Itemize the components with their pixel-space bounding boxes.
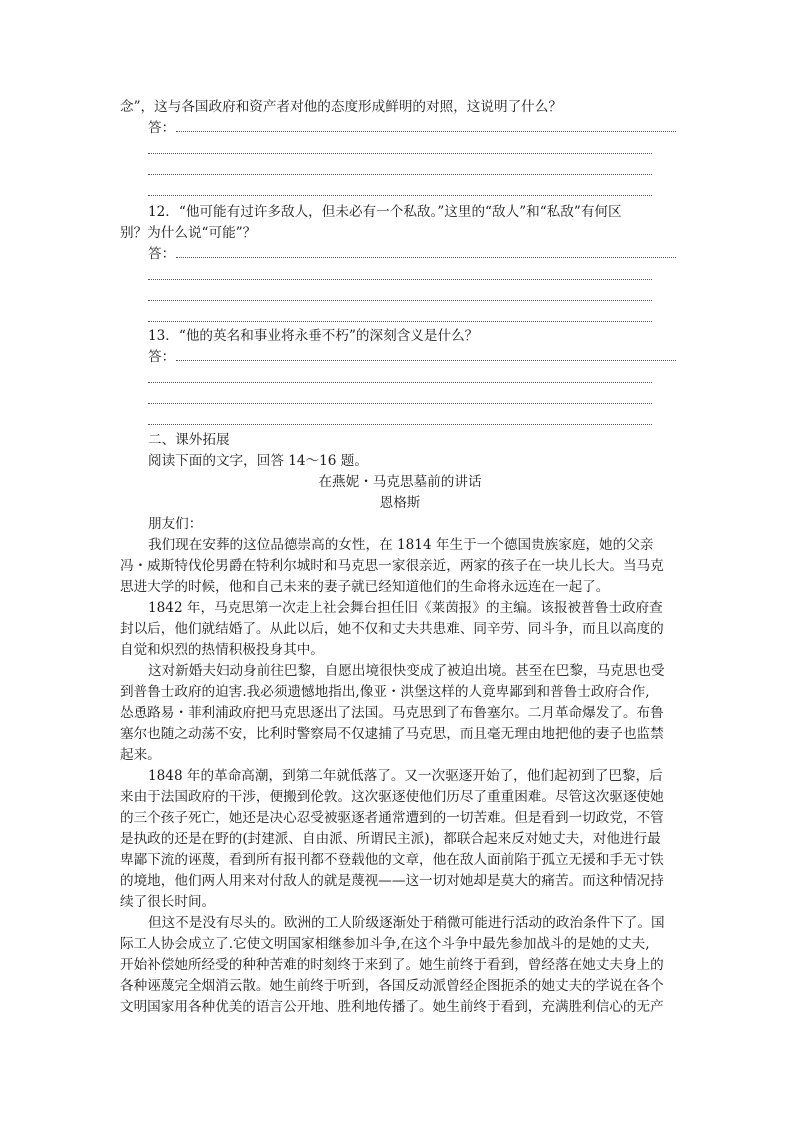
q13-answer-line xyxy=(148,347,680,368)
q11-question-text: 念”，这与各国政府和资产者对他的态度形成鲜明的对照，这说明了什么？ xyxy=(120,99,562,115)
answer-blank xyxy=(148,153,652,154)
salutation: 朋友们： xyxy=(148,516,203,532)
paragraph-line: 的境地，他们两人用来对付敌人的就是蔑视——这一切对她却是莫大的痛苦。而这种情况持 xyxy=(120,873,664,889)
q11-answer-line xyxy=(148,118,680,139)
paragraph-line: 是执政的还是在野的(封建派、自由派、所谓民主派)，都联合起来反对她丈夫，对他进行最 xyxy=(120,831,661,847)
paragraph-line: 起来。 xyxy=(120,747,161,763)
paragraph-line: 冯・威斯特伐伦男爵在特利尔城时和马克思一家很亲近，两家的孩子在一块儿长大。当马克 xyxy=(120,558,664,574)
paragraph-line: 卑鄙下流的诬蔑，看到所有报刊都不登载他的文章，他在敌人面前陷于孤立无援和手无寸铁 xyxy=(120,852,664,868)
answer-label: 答： xyxy=(148,120,176,136)
article-author: 恩格斯 xyxy=(379,495,421,511)
paragraph-line: 各种诬蔑完全烟消云散。她生前终于听到，各国反动派曾经企图扼杀的她丈夫的学说在各个 xyxy=(120,978,664,994)
answer-blank xyxy=(148,174,652,175)
answer-blank xyxy=(148,279,652,280)
section-heading: 二、课外拓展 xyxy=(148,432,230,448)
paragraph-line: 封以后，他们就结婚了。从此以后，她不仅和丈夫共患难、同辛劳、同斗争，而且以高度的 xyxy=(120,621,664,637)
paragraph-line: 文明国家用各种优美的语言公开地、胜利地传播了。她生前终于看到，充满胜利信心的无产 xyxy=(120,999,664,1015)
article-title: 在燕妮・马克思墓前的讲话 xyxy=(318,474,482,490)
paragraph-line: 1848 年的革命高潮，到第二年就低落了。又一次驱逐开始了，他们起初到了巴黎，后 xyxy=(148,768,663,784)
answer-blank xyxy=(176,131,676,132)
answer-label: 答： xyxy=(148,349,176,365)
q12-question-text-cont: 别？为什么说“可能”？ xyxy=(120,225,257,241)
paragraph-line: 来由于法国政府的干涉，便搬到伦敦。这次驱逐使他们历尽了重重困难。尽管这次驱逐使她 xyxy=(120,789,664,805)
q12-answer-line xyxy=(148,244,680,265)
paragraph-line: 这对新婚夫妇动身前往巴黎，自愿出境很快变成了被迫出境。甚至在巴黎，马克思也受 xyxy=(148,663,665,679)
answer-blank xyxy=(148,382,652,383)
answer-blank xyxy=(148,300,652,301)
answer-blank xyxy=(148,424,652,425)
paragraph-line: 开始补偿她所经受的种种苦难的时刻终于来到了。她生前终于看到，曾经落在她丈夫身上的 xyxy=(120,957,664,973)
answer-blank xyxy=(176,257,676,258)
paragraph-line: 怂恿路易・菲利浦政府把马克思逐出了法国。马克思到了布鲁塞尔。二月革命爆发了。布鲁 xyxy=(120,705,664,721)
answer-blank xyxy=(148,321,652,322)
answer-blank xyxy=(148,195,652,196)
paragraph-line: 我们现在安葬的这位品德崇高的女性，在 1814 年生于一个德国贵族家庭，她的父亲 xyxy=(148,537,654,553)
paragraph-line: 塞尔也随之动荡不安，比利时警察局不仅逮捕了马克思，而且毫无理由地把他的妻子也监禁 xyxy=(120,726,664,742)
q13-question-text: 13．“他的英名和事业将永垂不朽”的深刻含义是什么？ xyxy=(148,328,479,344)
paragraph-line: 续了很长时间。 xyxy=(120,894,216,910)
answer-blank xyxy=(148,403,652,404)
paragraph-line: 思进大学的时候，他和自己未来的妻子就已经知道他们的生命将永远连在一起了。 xyxy=(120,579,610,595)
section-instruction: 阅读下面的文字，回答 14～16 题。 xyxy=(148,453,368,469)
paragraph-line: 自觉和炽烈的热情积极投身其中。 xyxy=(120,642,324,658)
paragraph-line: 但这不是没有尽头的。欧洲的工人阶级逐渐处于稍微可能进行活动的政治条件下了。国 xyxy=(148,915,665,931)
answer-blank xyxy=(176,360,676,361)
q12-question-text: 12．“他可能有过许多敌人，但未必有一个私敌。”这里的“敌人”和“私敌”有何区 xyxy=(148,204,622,220)
paragraph-line: 1842 年，马克思第一次走上社会舞台担任旧《莱茵报》的主编。该报被普鲁士政府查 xyxy=(148,600,663,616)
paragraph-line: 际工人协会成立了.它使文明国家相继参加斗争,在这个斗争中最先参加战斗的是她的丈夫, xyxy=(120,936,650,952)
paragraph-line: 的三个孩子死亡，她还是决心忍受被驱逐者通常遭到的一切苦难。但是看到一切政党，不管 xyxy=(120,810,664,826)
answer-label: 答： xyxy=(148,246,176,262)
paragraph-line: 到普鲁士政府的迫害.我必须遗憾地指出,像亚・洪堡这样的人竟卑鄙到和普鲁士政府合作, xyxy=(120,684,650,700)
